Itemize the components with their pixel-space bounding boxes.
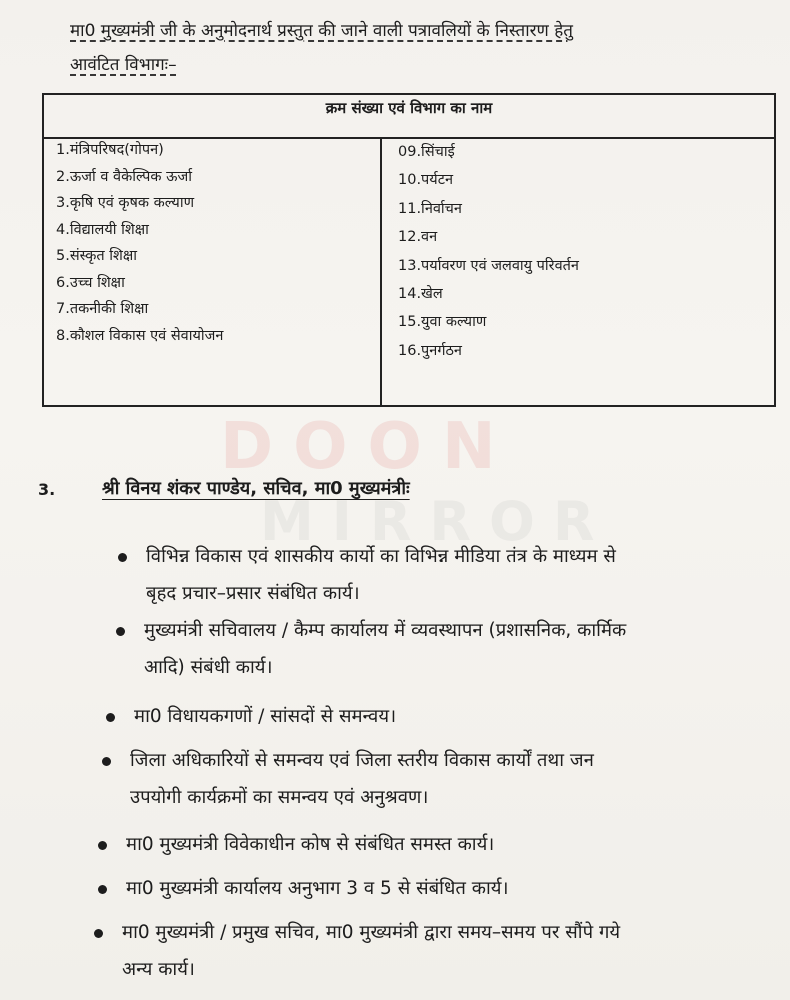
duty-item bbox=[144, 612, 774, 686]
department-list-right bbox=[398, 137, 768, 364]
duty-line: बृहद प्रचार–प्रसार संबंधित कार्य। bbox=[146, 583, 360, 604]
department-table bbox=[42, 93, 776, 407]
list-item: 3.कृषि एवं कृषक कल्याण bbox=[56, 195, 195, 211]
table-header: क्रम संख्या एवं विभाग का नाम bbox=[44, 95, 774, 139]
list-item: 12.वन bbox=[398, 229, 438, 246]
duty-line: विभिन्न विकास एवं शासकीय कार्यो का विभिन्न मीडिया तंत्र के माध्यम से bbox=[146, 546, 616, 567]
list-item: 7.तकनीकी शिक्षा bbox=[56, 301, 149, 317]
duty-item bbox=[126, 870, 746, 907]
duty-line: मा0 मुख्यमंत्री विवेकाधीन कोष से संबंधित समस्त कार्य। bbox=[126, 834, 495, 855]
bullet-icon bbox=[94, 929, 103, 938]
duty-item bbox=[122, 914, 780, 988]
duty-line: उपयोगी कार्यक्रमों का समन्वय एवं अनुश्रवण। bbox=[130, 787, 429, 808]
list-item: 11.निर्वाचन bbox=[398, 200, 462, 217]
list-item: 6.उच्च शिक्षा bbox=[56, 274, 125, 291]
list-item: 09.सिंचाई bbox=[398, 144, 455, 160]
watermark-logo-sub: MIRROR bbox=[260, 490, 613, 553]
list-item: 16.पुनर्गठन bbox=[398, 342, 462, 359]
section-number: 3. bbox=[38, 480, 56, 499]
bullet-icon bbox=[98, 841, 107, 850]
list-item: 13.पर्यावरण एवं जलवायु परिवर्तन bbox=[398, 257, 579, 274]
duty-line: आदि) संबंधी कार्य। bbox=[144, 657, 273, 678]
intro-line-2: आवंटित विभागः– bbox=[70, 55, 177, 75]
duty-line: जिला अधिकारियों से समन्वय एवं जिला स्तरीय विकास कार्यों तथा जन bbox=[130, 750, 594, 771]
list-item: 4.विद्यालयी शिक्षा bbox=[56, 221, 149, 238]
watermark-logo: DOON bbox=[220, 410, 516, 484]
duty-item bbox=[134, 698, 754, 735]
department-list-left bbox=[56, 137, 376, 349]
duty-line: मा0 मुख्यमंत्री / प्रमुख सचिव, मा0 मुख्यमंत्री द्वारा समय–समय पर सौंपे गये bbox=[122, 922, 621, 943]
list-item: 8.कौशल विकास एवं सेवायोजन bbox=[56, 327, 224, 344]
intro-heading bbox=[70, 14, 760, 82]
intro-line-1: मा0 मुख्यमंत्री जी के अनुमोदनार्थ प्रस्तुत की जाने वाली पत्रावलियों के निस्तारण हेतु bbox=[70, 21, 573, 41]
duty-line: अन्य कार्य। bbox=[122, 959, 195, 980]
duty-line: मा0 विधायकगणों / सांसदों से समन्वय। bbox=[134, 706, 397, 727]
list-item: 2.ऊर्जा व वैकेल्पिक ऊर्जा bbox=[56, 168, 193, 185]
duty-line: मा0 मुख्यमंत्री कार्यालय अनुभाग 3 व 5 से संबंधित कार्य। bbox=[126, 878, 509, 899]
section-title: श्री विनय शंकर पाण्डेय, सचिव, मा0 मुख्यमंत्रीः bbox=[102, 478, 410, 499]
list-item: 1.मंत्रिपरिषद(गोपन) bbox=[56, 142, 164, 158]
duty-item bbox=[146, 538, 774, 612]
bullet-icon bbox=[106, 713, 115, 722]
column-divider bbox=[380, 139, 382, 405]
list-item: 5.संस्कृत शिक्षा bbox=[56, 248, 138, 264]
list-item: 14.खेल bbox=[398, 285, 443, 302]
bullet-icon bbox=[102, 757, 111, 766]
list-item: 15.युवा कल्याण bbox=[398, 314, 487, 331]
bullet-icon bbox=[118, 553, 127, 562]
bullet-icon bbox=[98, 885, 107, 894]
duty-line: मुख्यमंत्री सचिवालय / कैम्प कार्यालय में व्यवस्थापन (प्रशासनिक, कार्मिक bbox=[144, 620, 627, 641]
duty-item bbox=[130, 742, 770, 816]
bullet-icon bbox=[116, 627, 125, 636]
list-item: 10.पर्यटन bbox=[398, 172, 454, 189]
duty-item bbox=[126, 826, 746, 863]
